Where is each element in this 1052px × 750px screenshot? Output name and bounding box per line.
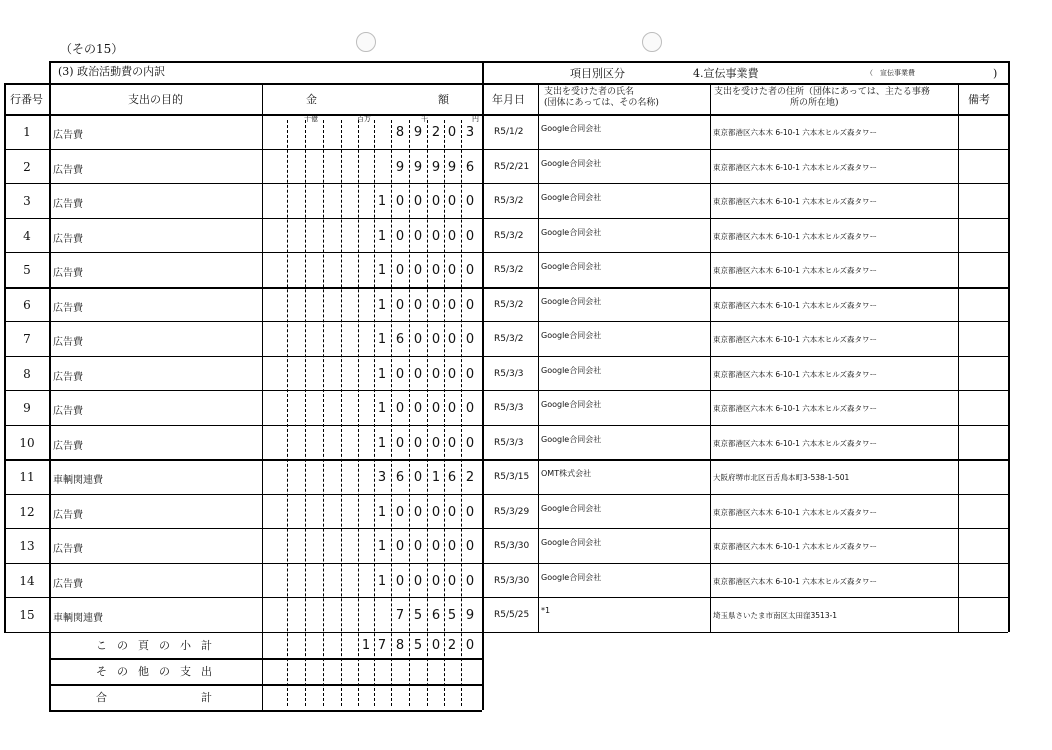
amount-digit: 0 bbox=[395, 228, 405, 244]
summary-border bbox=[49, 710, 482, 712]
row-address: 東京都港区六本木 6-10-1 六本木ヒルズ森タワー bbox=[713, 369, 878, 379]
summary-mid-border bbox=[262, 632, 263, 710]
row-payee: Google合同会社 bbox=[541, 503, 602, 513]
amount-digit: 0 bbox=[465, 539, 475, 555]
amount-digit: 0 bbox=[413, 573, 423, 589]
amount-digit: 6 bbox=[465, 159, 475, 175]
summary-left-border bbox=[49, 632, 51, 710]
row-number: 2 bbox=[23, 159, 31, 174]
summary-amount-digit: 8 bbox=[395, 637, 405, 653]
row-border bbox=[4, 632, 1008, 633]
amount-digit: 0 bbox=[431, 263, 441, 279]
header-payee-line1: 支出を受けた者の氏名 bbox=[544, 87, 635, 97]
row-purpose: 広告費 bbox=[53, 233, 83, 245]
grid-line bbox=[49, 61, 51, 83]
header-date: 年月日 bbox=[492, 93, 525, 106]
amount-digit: 0 bbox=[465, 297, 475, 313]
amount-digit: 0 bbox=[465, 194, 475, 210]
row-address: 東京都港区六本木 6-10-1 六本木ヒルズ森タワー bbox=[713, 128, 878, 138]
amount-digit: 1 bbox=[377, 435, 387, 451]
header-payee-line2: (団体にあっては、その名称) bbox=[544, 98, 659, 108]
summary-amount-digit: 0 bbox=[431, 637, 441, 653]
header-amount-right: 額 bbox=[438, 93, 449, 106]
amount-digit: 0 bbox=[447, 125, 457, 141]
row-purpose: 広告費 bbox=[53, 371, 83, 383]
category-close: ) bbox=[993, 67, 998, 80]
row-date: R5/3/3 bbox=[494, 437, 524, 448]
amount-digit: 0 bbox=[447, 332, 457, 348]
row-border bbox=[4, 183, 1008, 184]
column-line bbox=[710, 83, 711, 632]
amount-digit: 1 bbox=[377, 332, 387, 348]
amount-digit: 6 bbox=[395, 332, 405, 348]
summary-right-border bbox=[482, 632, 484, 710]
row-purpose: 車輌関連費 bbox=[53, 613, 103, 625]
row-payee: Google合同会社 bbox=[541, 365, 602, 375]
amount-digit: 1 bbox=[377, 504, 387, 520]
summary-border bbox=[49, 684, 482, 686]
amount-digit: 9 bbox=[413, 125, 423, 141]
amount-digit: 0 bbox=[465, 263, 475, 279]
column-line bbox=[1008, 83, 1010, 632]
amount-digit: 0 bbox=[465, 228, 475, 244]
amount-digit: 0 bbox=[395, 435, 405, 451]
row-address: 埼玉県さいたま市南区太田窪3513-1 bbox=[713, 611, 838, 621]
category-border bbox=[482, 61, 1008, 63]
amount-digit: 0 bbox=[395, 263, 405, 279]
row-border bbox=[4, 528, 1008, 529]
row-address: 東京都港区六本木 6-10-1 六本木ヒルズ森タワー bbox=[713, 162, 878, 172]
column-line bbox=[262, 83, 263, 632]
amount-digit: 0 bbox=[413, 539, 423, 555]
row-payee: OMT株式会社 bbox=[541, 469, 592, 479]
row-border bbox=[4, 459, 1008, 461]
summary-label: この頁の小計 bbox=[96, 638, 222, 652]
amount-digit: 0 bbox=[447, 194, 457, 210]
row-date: R5/1/2 bbox=[494, 127, 524, 138]
row-purpose: 広告費 bbox=[53, 302, 83, 314]
amount-digit: 0 bbox=[413, 470, 423, 486]
amount-digit: 0 bbox=[447, 263, 457, 279]
amount-digit: 1 bbox=[377, 366, 387, 382]
row-number: 1 bbox=[23, 125, 31, 140]
row-purpose: 広告費 bbox=[53, 268, 83, 280]
section-title: (3) 政治活動費の内訳 bbox=[58, 65, 166, 78]
amount-digit: 8 bbox=[395, 125, 405, 141]
amount-digit: 0 bbox=[465, 573, 475, 589]
amount-digit: 0 bbox=[413, 194, 423, 210]
row-payee: Google合同会社 bbox=[541, 538, 602, 548]
row-date: R5/3/2 bbox=[494, 265, 524, 276]
amount-digit: 0 bbox=[447, 297, 457, 313]
row-number: 11 bbox=[19, 470, 35, 485]
amount-digit: 0 bbox=[447, 573, 457, 589]
row-payee: Google合同会社 bbox=[541, 158, 602, 168]
amount-digit: 0 bbox=[413, 263, 423, 279]
row-payee: Google合同会社 bbox=[541, 400, 602, 410]
summary-amount-digit: 1 bbox=[361, 637, 371, 653]
amount-digit: 0 bbox=[431, 539, 441, 555]
amount-digit: 7 bbox=[395, 608, 405, 624]
row-purpose: 広告費 bbox=[53, 164, 83, 176]
amount-digit: 1 bbox=[377, 401, 387, 417]
amount-digit: 0 bbox=[395, 573, 405, 589]
row-date: R5/3/30 bbox=[494, 575, 530, 586]
amount-digit: 9 bbox=[465, 608, 475, 624]
row-address: 東京都港区六本木 6-10-1 六本木ヒルズ森タワー bbox=[713, 231, 878, 241]
amount-digit: 0 bbox=[413, 228, 423, 244]
row-date: R5/3/3 bbox=[494, 368, 524, 379]
row-number: 9 bbox=[23, 401, 31, 416]
unit-label-million: 百万 bbox=[357, 115, 371, 123]
amount-digit: 0 bbox=[431, 297, 441, 313]
row-border bbox=[4, 563, 1008, 564]
row-payee: Google合同会社 bbox=[541, 296, 602, 306]
row-number: 4 bbox=[23, 228, 31, 243]
amount-digit: 3 bbox=[465, 125, 475, 141]
row-date: R5/3/15 bbox=[494, 472, 530, 483]
amount-digit: 1 bbox=[377, 228, 387, 244]
amount-digit: 0 bbox=[431, 228, 441, 244]
digit-separator bbox=[358, 120, 359, 706]
unit-label-yen: 円 bbox=[472, 115, 479, 123]
row-date: R5/2/21 bbox=[494, 161, 530, 172]
amount-digit: 0 bbox=[447, 228, 457, 244]
row-number: 5 bbox=[23, 263, 31, 278]
amount-digit: 0 bbox=[431, 401, 441, 417]
amount-digit: 0 bbox=[447, 366, 457, 382]
row-payee: Google合同会社 bbox=[541, 193, 602, 203]
row-number: 7 bbox=[23, 332, 31, 347]
row-border bbox=[4, 425, 1008, 426]
amount-digit: 2 bbox=[431, 125, 441, 141]
amount-digit: 0 bbox=[413, 297, 423, 313]
header-purpose: 支出の目的 bbox=[128, 93, 183, 106]
section-border bbox=[49, 61, 482, 63]
amount-digit: 0 bbox=[395, 366, 405, 382]
amount-digit: 1 bbox=[377, 263, 387, 279]
row-border bbox=[4, 321, 1008, 322]
category-value: 4.宣伝事業費 bbox=[693, 67, 759, 80]
amount-digit: 0 bbox=[413, 401, 423, 417]
row-number: 12 bbox=[19, 504, 35, 519]
row-date: R5/3/2 bbox=[494, 299, 524, 310]
amount-digit: 3 bbox=[377, 470, 387, 486]
row-date: R5/5/25 bbox=[494, 610, 530, 621]
row-address: 東京都港区六本木 6-10-1 六本木ヒルズ森タワー bbox=[713, 197, 878, 207]
amount-digit: 0 bbox=[465, 332, 475, 348]
summary-amount-digit: 5 bbox=[413, 637, 423, 653]
column-line bbox=[538, 83, 539, 632]
table-top-border bbox=[4, 83, 1008, 85]
row-purpose: 広告費 bbox=[53, 406, 83, 418]
digit-separator bbox=[323, 120, 324, 706]
amount-digit: 0 bbox=[431, 332, 441, 348]
row-number: 15 bbox=[19, 608, 35, 623]
row-border bbox=[4, 252, 1008, 253]
row-payee: Google合同会社 bbox=[541, 572, 602, 582]
row-border bbox=[4, 494, 1008, 495]
row-purpose: 広告費 bbox=[53, 578, 83, 590]
digit-separator bbox=[287, 120, 288, 706]
amount-digit: 0 bbox=[395, 401, 405, 417]
summary-amount-digit: 0 bbox=[465, 637, 475, 653]
amount-digit: 0 bbox=[465, 401, 475, 417]
row-payee: Google合同会社 bbox=[541, 331, 602, 341]
amount-digit: 0 bbox=[431, 573, 441, 589]
row-date: R5/3/29 bbox=[494, 506, 530, 517]
amount-digit: 0 bbox=[465, 504, 475, 520]
amount-digit: 1 bbox=[377, 297, 387, 313]
row-number: 3 bbox=[23, 194, 31, 209]
summary-border bbox=[49, 658, 482, 660]
amount-digit: 0 bbox=[413, 332, 423, 348]
row-border bbox=[4, 218, 1008, 219]
row-payee: Google合同会社 bbox=[541, 227, 602, 237]
summary-amount-digit: 2 bbox=[447, 637, 457, 653]
summary-label: 合 計 bbox=[96, 690, 222, 704]
grid-line bbox=[482, 61, 484, 83]
amount-digit: 6 bbox=[447, 470, 457, 486]
row-address: 東京都港区六本木 6-10-1 六本木ヒルズ森タワー bbox=[713, 576, 878, 586]
amount-digit: 0 bbox=[447, 504, 457, 520]
unit-label-thousand: 千 bbox=[421, 115, 428, 123]
amount-digit: 1 bbox=[431, 470, 441, 486]
punch-hole-right bbox=[642, 32, 662, 52]
row-payee: Google合同会社 bbox=[541, 434, 602, 444]
amount-digit: 0 bbox=[431, 194, 441, 210]
row-border bbox=[4, 390, 1008, 391]
row-address: 東京都港区六本木 6-10-1 六本木ヒルズ森タワー bbox=[713, 266, 878, 276]
row-address: 東京都港区六本木 6-10-1 六本木ヒルズ森タワー bbox=[713, 507, 878, 517]
row-number: 8 bbox=[23, 366, 31, 381]
amount-digit: 0 bbox=[413, 504, 423, 520]
amount-digit: 1 bbox=[377, 194, 387, 210]
amount-digit: 9 bbox=[431, 159, 441, 175]
header-amount-left: 金 bbox=[306, 93, 317, 106]
row-payee: Google合同会社 bbox=[541, 262, 602, 272]
row-purpose: 車輌関連費 bbox=[53, 475, 103, 487]
summary-amount-digit: 7 bbox=[377, 637, 387, 653]
row-border bbox=[4, 597, 1008, 598]
amount-digit: 6 bbox=[395, 470, 405, 486]
header-row-no: 行番号 bbox=[10, 93, 43, 106]
page-label: （その15） bbox=[60, 42, 124, 56]
amount-digit: 0 bbox=[465, 366, 475, 382]
row-address: 大阪府堺市北区百舌鳥本町3-538-1-501 bbox=[713, 473, 850, 483]
row-border bbox=[4, 287, 1008, 289]
amount-digit: 1 bbox=[377, 573, 387, 589]
row-payee: Google合同会社 bbox=[541, 124, 602, 134]
row-date: R5/3/3 bbox=[494, 403, 524, 414]
grid-line bbox=[1008, 61, 1010, 83]
row-purpose: 広告費 bbox=[53, 199, 83, 211]
summary-label: その他の支出 bbox=[96, 664, 222, 678]
amount-digit: 0 bbox=[431, 366, 441, 382]
amount-digit: 2 bbox=[465, 470, 475, 486]
amount-digit: 0 bbox=[395, 539, 405, 555]
header-address-line2: 所の所在地) bbox=[790, 98, 839, 108]
amount-digit: 0 bbox=[395, 504, 405, 520]
row-address: 東京都港区六本木 6-10-1 六本木ヒルズ森タワー bbox=[713, 438, 878, 448]
row-purpose: 広告費 bbox=[53, 130, 83, 142]
category-label: 項目別区分 bbox=[570, 67, 625, 80]
amount-digit: 9 bbox=[447, 159, 457, 175]
amount-digit: 1 bbox=[377, 539, 387, 555]
row-purpose: 広告費 bbox=[53, 440, 83, 452]
row-purpose: 広告費 bbox=[53, 509, 83, 521]
row-date: R5/3/30 bbox=[494, 541, 530, 552]
amount-digit: 0 bbox=[395, 194, 405, 210]
row-purpose: 広告費 bbox=[53, 544, 83, 556]
row-date: R5/3/2 bbox=[494, 334, 524, 345]
amount-digit: 0 bbox=[431, 504, 441, 520]
row-number: 13 bbox=[19, 539, 35, 554]
amount-digit: 0 bbox=[413, 366, 423, 382]
amount-digit: 5 bbox=[447, 608, 457, 624]
row-border bbox=[4, 356, 1008, 357]
digit-separator bbox=[305, 120, 306, 706]
unit-label-ten-million: 十億 bbox=[304, 115, 318, 123]
row-purpose: 広告費 bbox=[53, 337, 83, 349]
column-line bbox=[482, 83, 484, 632]
amount-digit: 9 bbox=[413, 159, 423, 175]
amount-digit: 0 bbox=[447, 401, 457, 417]
amount-digit: 0 bbox=[447, 435, 457, 451]
row-number: 10 bbox=[19, 435, 35, 450]
header-bottom-border bbox=[4, 114, 1008, 116]
row-address: 東京都港区六本木 6-10-1 六本木ヒルズ森タワー bbox=[713, 404, 878, 414]
category-sub: （ 宣伝事業費 bbox=[866, 69, 915, 77]
header-address-line1: 支出を受けた者の住所（団体にあっては、主たる事務 bbox=[714, 87, 930, 97]
row-payee: *1 bbox=[541, 606, 551, 616]
row-number: 14 bbox=[19, 573, 35, 588]
amount-digit: 0 bbox=[447, 539, 457, 555]
row-number: 6 bbox=[23, 297, 31, 312]
header-remarks: 備考 bbox=[968, 93, 990, 106]
amount-digit: 6 bbox=[431, 608, 441, 624]
amount-digit: 0 bbox=[465, 435, 475, 451]
amount-digit: 0 bbox=[413, 435, 423, 451]
row-date: R5/3/2 bbox=[494, 230, 524, 241]
row-border bbox=[4, 149, 1008, 150]
amount-digit: 9 bbox=[395, 159, 405, 175]
column-line bbox=[958, 83, 959, 632]
punch-hole-left bbox=[356, 32, 376, 52]
row-address: 東京都港区六本木 6-10-1 六本木ヒルズ森タワー bbox=[713, 300, 878, 310]
row-address: 東京都港区六本木 6-10-1 六本木ヒルズ森タワー bbox=[713, 542, 878, 552]
row-date: R5/3/2 bbox=[494, 196, 524, 207]
amount-digit: 0 bbox=[431, 435, 441, 451]
digit-separator bbox=[341, 120, 342, 706]
amount-digit: 0 bbox=[395, 297, 405, 313]
row-address: 東京都港区六本木 6-10-1 六本木ヒルズ森タワー bbox=[713, 335, 878, 345]
amount-digit: 5 bbox=[413, 608, 423, 624]
